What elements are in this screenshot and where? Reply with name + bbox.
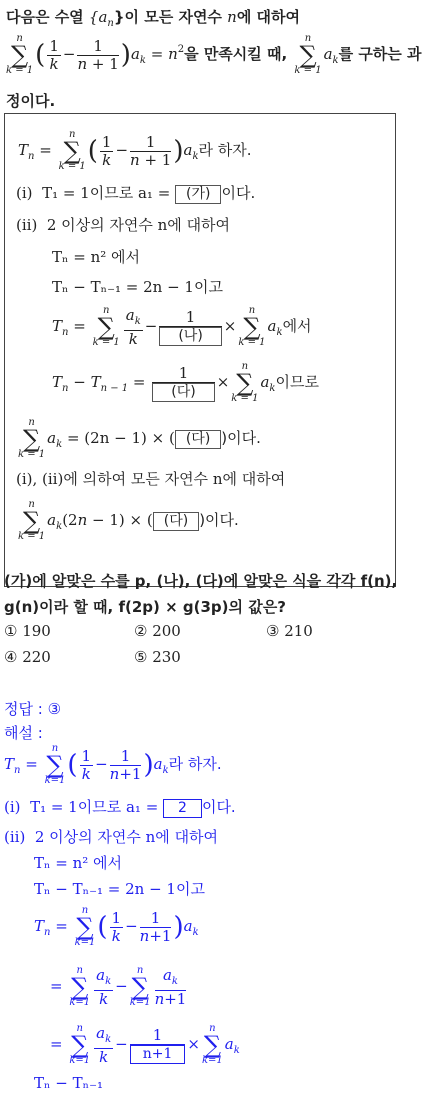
box-difference-2: $T_n - T_{n - 1}$ = $\frac{1}{\text{(다)}}$ × n ∑ k = 1 $a_k$이므로 <box>52 361 319 404</box>
box-case-1: (ⅰ) T₁ = 1이므로 a₁ = (가) 이다. <box>16 184 256 202</box>
problem-text: 다음은 수열 <box>6 8 89 26</box>
box-t-definition: $T_n$ = n ∑ k = 1 ( $\frac{1}{k}$ − $\frac{1}{n + 1}$ )$a_k$라 하자. <box>18 129 252 172</box>
problem-line-3: 정이다. <box>6 92 56 110</box>
fraction: $\frac{1}{k}$ <box>49 36 59 73</box>
box-final: n ∑ k = 1 $a_k(2n - 1)$ × ( (다) )이다. <box>18 499 239 542</box>
choice-1[interactable]: ① 190 <box>4 622 51 640</box>
box-tn-square: Tₙ = n² 에서 <box>52 248 141 266</box>
problem-line-1 <box>6 6 300 29</box>
choice-2[interactable]: ② 200 <box>134 622 181 640</box>
answer-box: 2 <box>163 799 202 818</box>
blank-da: (다) <box>152 383 214 402</box>
sequence-symbol: {$a_n$ <box>88 8 114 29</box>
question-line-1: (가)에 알맞은 수를 p, (나), (다)에 알맞은 식을 각각 f(n), <box>4 572 398 590</box>
solution-step-3: = n ∑ k=1 $\frac{a_k}{k}$ − $\frac{1}{n+1}$ × n ∑ k=1 $a_k$ <box>50 1023 240 1066</box>
problem-text: 을 만족시킬 때, <box>184 45 293 63</box>
sigma-symbol: n ∑ k = 1 <box>294 33 322 76</box>
sigma-symbol: n ∑ k = 1 <box>6 33 34 76</box>
fraction: $\frac{1}{n + 1}$ <box>77 36 119 73</box>
blank-ga: (가) <box>175 185 221 204</box>
problem-text: }이 모든 자연수 <box>113 8 228 26</box>
choice-5[interactable]: ⑤ 230 <box>134 648 181 666</box>
question-line-2: g(n)이라 할 때, f(2p) × g(3p)의 값은? <box>4 598 286 616</box>
problem-line-2: n ∑ k = 1 ( $\frac{1}{k}$ − $\frac{1}{n + 1}$ )$a_k = n^2$을 만족시킬 때, n ∑ k = 1 $a_k$를 구하는 과 <box>6 33 422 76</box>
box-sum-equation: n ∑ k = 1 $a_k = (2n - 1)$ × ( (다) )이다. <box>18 417 261 460</box>
solution-t-definition: $T_n$ = n ∑ k=1 ( $\frac{1}{k}$ − $\frac{1}{n+1}$ )$a_k$라 하자. <box>4 743 222 786</box>
variable-n: n <box>227 8 237 26</box>
blank-na: (나) <box>159 327 221 346</box>
solution-tn-expansion: $T_n$ = n ∑ k=1 ( $\frac{1}{k}$ − $\frac{1}{n+1}$ )$a_k$ <box>34 905 199 948</box>
solution-case-1: (ⅰ) T₁ = 1이므로 a₁ = 2 이다. <box>4 798 236 816</box>
solution-case-2: (ⅱ) 2 이상의 자연수 n에 대하여 <box>4 828 219 846</box>
solution-difference: Tₙ − Tₙ₋₁ = 2n − 1이고 <box>34 880 205 898</box>
choice-3[interactable]: ③ 210 <box>266 622 313 640</box>
blank-da: (다) <box>153 512 199 531</box>
choice-4[interactable]: ④ 220 <box>4 648 51 666</box>
box-case-2: (ⅱ) 2 이상의 자연수 n에 대하여 <box>16 216 231 234</box>
blank-da: (다) <box>175 430 221 449</box>
box-difference: Tₙ − Tₙ₋₁ = 2n − 1이고 <box>52 278 223 296</box>
boxed-expression: n+1 <box>130 1045 186 1064</box>
problem-text: 를 구하는 과 <box>338 45 422 63</box>
solution-last-line: Tₙ − Tₙ₋₁ <box>34 1074 104 1092</box>
box-tn-expansion: $T_n$ = n ∑ k = 1 $\frac{a_k}{k}$ − $\frac{1}{\text{(나)}}$ × n ∑ k = 1 $a_k$에서 <box>52 305 312 348</box>
solution-step-2: = n ∑ k=1 $\frac{a_k}{k}$ − n ∑ k=1 $\frac{a_k}{n+1}$ <box>50 965 187 1008</box>
solution-label: 해설 : <box>4 724 43 742</box>
problem-text: 에 대하여 <box>236 8 301 26</box>
box-conclusion: (ⅰ), (ⅱ)에 의하여 모든 자연수 n에 대하여 <box>16 470 286 488</box>
answer-label: 정답 : ③ <box>4 700 62 718</box>
solution-tn-square: Tₙ = n² 에서 <box>34 854 123 872</box>
